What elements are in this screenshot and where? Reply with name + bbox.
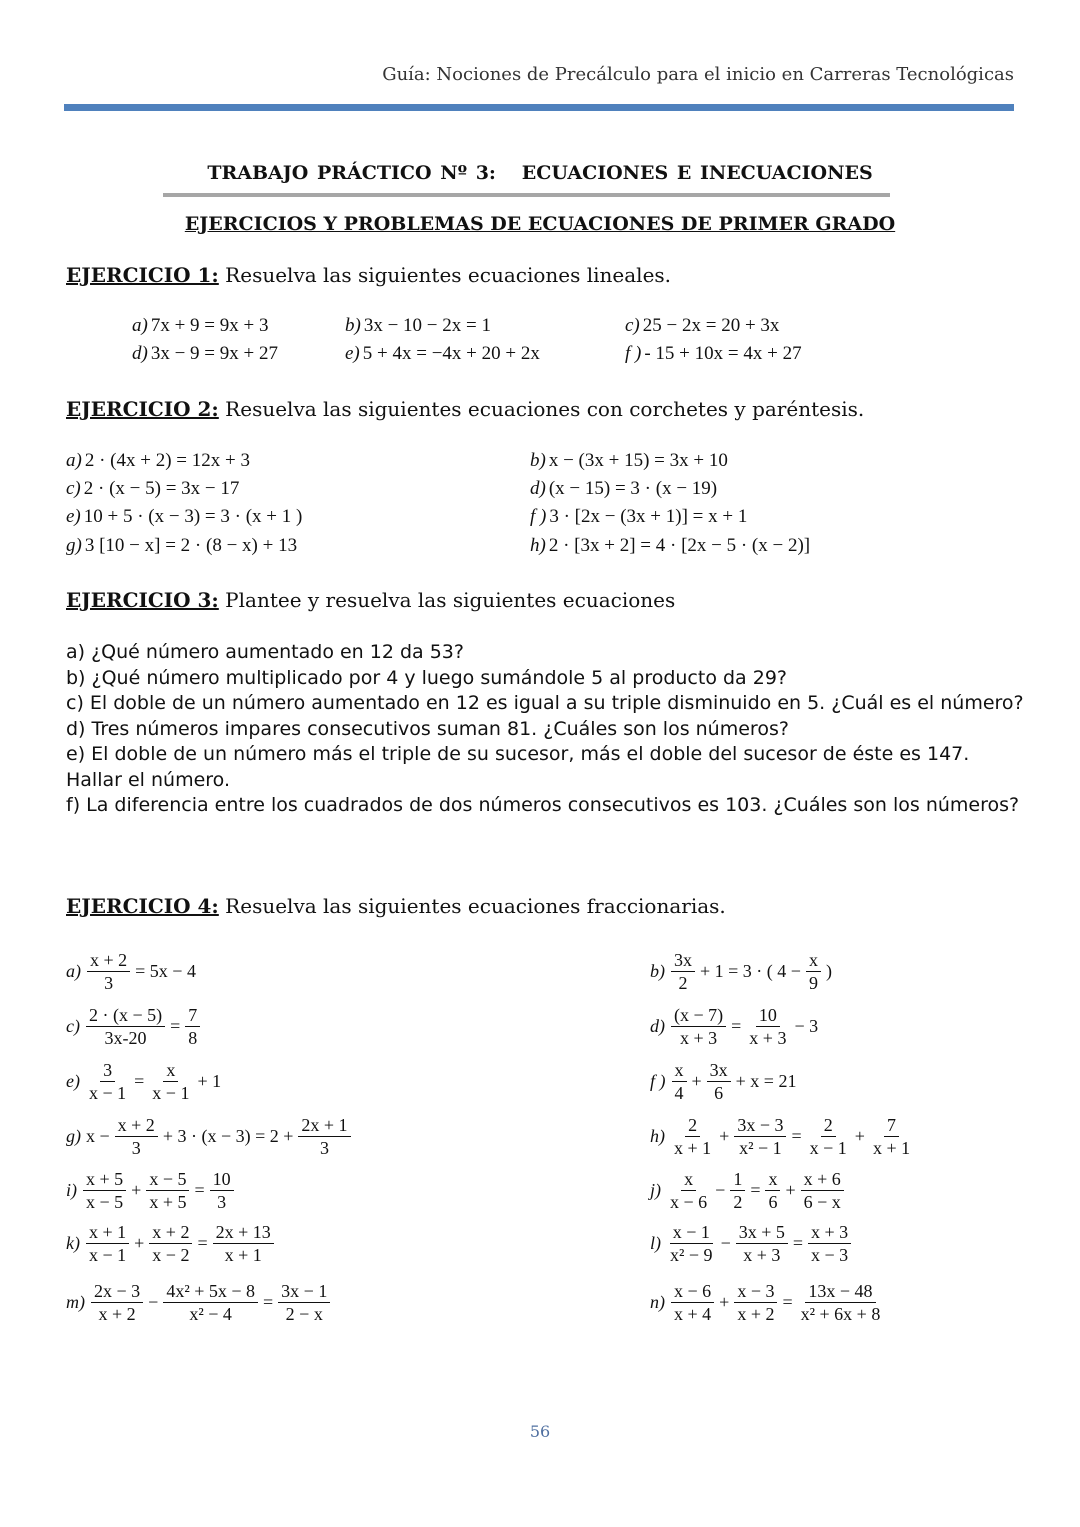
- fraction-equation: [650, 1280, 886, 1325]
- fraction: [185, 1004, 200, 1049]
- denominator: 6 − x: [803, 1192, 841, 1212]
- equation: [530, 478, 717, 500]
- equation-term: −: [715, 1180, 726, 1200]
- equation-text: 5 + 4x = −4x + 20 + 2x: [362, 343, 540, 364]
- numerator: x − 1: [670, 1221, 713, 1244]
- numerator: 13x − 48: [805, 1280, 875, 1303]
- numerator: (x − 7): [671, 1004, 726, 1027]
- denominator: x − 1: [88, 1083, 127, 1103]
- fraction-equation: [650, 1221, 854, 1266]
- denominator: x² + 6x + 8: [800, 1304, 881, 1324]
- numerator: 3x: [671, 949, 695, 972]
- exercise-1-heading: [66, 263, 671, 287]
- exercise-instruction: Resuelva las siguientes ecuaciones fraccionarias.: [218, 894, 726, 918]
- section-subtitle: EJERCICIOS Y PROBLEMAS DE ECUACIONES DE PRIMER GRADO: [184, 213, 896, 235]
- equation-term: =: [263, 1292, 274, 1312]
- fraction: [870, 1114, 913, 1159]
- equation-term: +: [131, 1180, 142, 1200]
- header-divider: [64, 104, 1014, 111]
- denominator: x − 1: [152, 1083, 190, 1103]
- denominator: x + 2: [98, 1304, 136, 1324]
- denominator: x² − 9: [670, 1245, 713, 1265]
- denominator: 6: [714, 1083, 724, 1103]
- equation: [530, 450, 728, 472]
- fraction-equation: [650, 1004, 820, 1049]
- denominator: 3: [104, 973, 114, 993]
- fraction: [734, 1280, 777, 1325]
- equation-term: =: [170, 1016, 181, 1036]
- fraction: [746, 1004, 789, 1049]
- denominator: x² − 1: [739, 1138, 782, 1158]
- equation-label: f ): [530, 506, 547, 527]
- numerator: 2x − 3: [91, 1280, 143, 1303]
- fraction: [671, 1114, 714, 1159]
- numerator: x: [806, 949, 821, 972]
- fraction: [730, 1168, 745, 1213]
- exercise-label: EJERCICIO 2:: [66, 397, 219, 421]
- problem-item: b) ¿Qué número multiplicado por 4 y luego sumándole 5 al producto da 29?: [66, 666, 787, 689]
- equation-text: 2 · [3x + 2] = 4 · [2x − 5 · (x − 2)]: [548, 535, 811, 556]
- numerator: 2 · (x − 5): [86, 1004, 165, 1027]
- numerator: x − 5: [146, 1168, 189, 1191]
- numerator: 1: [730, 1168, 745, 1191]
- equation-label: e): [345, 343, 360, 364]
- numerator: x + 5: [83, 1168, 126, 1191]
- exercise-instruction: Resuelva las siguientes ecuaciones con corchetes y paréntesis.: [218, 397, 865, 421]
- fraction: [807, 1114, 850, 1159]
- equation-term: =: [197, 1233, 208, 1253]
- equation: [132, 315, 268, 337]
- equation-text: 2 · (4x + 2) = 12x + 3: [84, 450, 250, 471]
- fraction-equation: [66, 1004, 203, 1049]
- fraction-equation: [650, 1114, 916, 1159]
- numerator: 10: [210, 1168, 234, 1191]
- fraction: [667, 1168, 710, 1213]
- numerator: x + 6: [801, 1168, 844, 1191]
- problem-item: c) El doble de un número aumentado en 12 es igual a su triple disminuido en 5. ¿Cuál es el número?: [66, 692, 1024, 714]
- equation-label: f ): [625, 343, 642, 364]
- equation-label: a): [132, 315, 148, 336]
- numerator: x: [163, 1059, 178, 1082]
- problem-item: a) ¿Qué número aumentado en 12 da 53?: [66, 641, 464, 663]
- fraction-equation: [66, 1114, 354, 1159]
- equation-label: g): [66, 535, 82, 556]
- equation-term: =: [194, 1180, 205, 1200]
- fraction-equation: [650, 949, 834, 994]
- numerator: x + 1: [86, 1221, 129, 1244]
- equation-label: c): [625, 315, 640, 336]
- equation-term: + 1: [197, 1071, 222, 1091]
- denominator: x − 1: [88, 1245, 127, 1265]
- fraction: [86, 1059, 129, 1104]
- fraction: [808, 1221, 851, 1266]
- fraction: [298, 1114, 350, 1159]
- equation: [66, 478, 239, 500]
- fraction: [149, 1221, 192, 1266]
- equation: [530, 535, 810, 557]
- numerator: x: [765, 1168, 780, 1191]
- denominator: 9: [808, 973, 818, 993]
- equation-text: 25 − 2x = 20 + 3x: [642, 315, 780, 336]
- equation-text: (x − 15) = 3 · (x − 19): [548, 478, 718, 499]
- equation-text: 10 + 5 · (x − 3) = 3 · (x + 1 ): [83, 506, 303, 527]
- fraction: [115, 1114, 158, 1159]
- denominator: x + 4: [674, 1304, 712, 1324]
- fraction-equation: [66, 1059, 223, 1104]
- numerator: 10: [756, 1004, 780, 1027]
- numerator: 3x + 5: [736, 1221, 788, 1244]
- denominator: 2 − x: [285, 1304, 323, 1324]
- equation-term: − 3: [794, 1016, 819, 1036]
- numerator: x + 2: [115, 1114, 158, 1137]
- denominator: x − 6: [670, 1192, 708, 1212]
- equation-term: + 3 · (x − 3) = 2 +: [162, 1126, 294, 1146]
- denominator: x − 1: [809, 1138, 847, 1158]
- title-underline: [163, 193, 890, 197]
- denominator: x + 3: [679, 1028, 718, 1048]
- exercise-3-problems: [66, 640, 1026, 819]
- fraction: [765, 1168, 780, 1213]
- denominator: x² − 4: [189, 1304, 232, 1324]
- fraction: [86, 1004, 165, 1049]
- equation: [66, 506, 302, 528]
- numerator: x: [672, 1059, 687, 1082]
- denominator: 3: [131, 1138, 141, 1158]
- equation-label: d): [530, 478, 546, 499]
- equation: [66, 535, 297, 557]
- equation-label: h): [650, 1126, 665, 1146]
- fraction-equation: [650, 1168, 847, 1213]
- equation-label: a): [66, 450, 82, 471]
- equation-label: d): [132, 343, 148, 364]
- fraction: [146, 1168, 189, 1213]
- equation-term: =: [792, 1233, 804, 1253]
- equation-text: 3 [10 − x] = 2 · (8 − x) + 13: [84, 535, 298, 556]
- equation-term: + 1 = 3 · ( 4 −: [700, 961, 801, 981]
- fraction-equation: [650, 1059, 798, 1104]
- equation-label: a): [66, 961, 81, 981]
- exercise-4-heading: [66, 894, 726, 918]
- exercise-label: EJERCICIO 3:: [66, 588, 219, 612]
- equation-term: −: [720, 1233, 731, 1253]
- denominator: x + 1: [674, 1138, 712, 1158]
- equation-label: h): [530, 535, 546, 556]
- denominator: 2: [678, 973, 688, 993]
- fraction: [163, 1280, 258, 1325]
- numerator: x − 3: [734, 1280, 777, 1303]
- page-title: TRABAJO PRÁCTICO Nº 3: ECUACIONES E INECUACIONES: [207, 162, 873, 184]
- equation-term: +: [854, 1126, 865, 1146]
- fraction: [671, 949, 695, 994]
- equation-label: b): [650, 961, 665, 981]
- numerator: x + 2: [149, 1221, 192, 1244]
- problem-item: d) Tres números impares consecutivos suman 81. ¿Cuáles son los números?: [66, 717, 789, 740]
- denominator: 3: [319, 1138, 329, 1158]
- fraction: [149, 1059, 192, 1104]
- exercise-3-heading: [66, 588, 675, 612]
- numerator: 2: [685, 1114, 700, 1137]
- equation-term: +: [719, 1126, 730, 1146]
- denominator: 4: [674, 1083, 684, 1103]
- equation-label: j): [650, 1180, 661, 1200]
- denominator: x − 5: [86, 1192, 124, 1212]
- equation-text: 3x − 10 − 2x = 1: [363, 315, 491, 336]
- denominator: 3x-20: [104, 1028, 147, 1048]
- denominator: x − 3: [811, 1245, 849, 1265]
- fraction: [734, 1114, 786, 1159]
- fraction: [672, 1059, 687, 1104]
- numerator: 7: [884, 1114, 899, 1137]
- equation-label: d): [650, 1016, 665, 1036]
- numerator: 2x + 1: [298, 1114, 350, 1137]
- numerator: 3x − 3: [734, 1114, 786, 1137]
- denominator: x + 1: [872, 1138, 911, 1158]
- numerator: 7: [185, 1004, 200, 1027]
- exercise-2-heading: [66, 397, 864, 421]
- equation-text: 3x − 9 = 9x + 27: [150, 343, 278, 364]
- fraction-equation: [66, 1168, 237, 1213]
- equation-label: n): [650, 1292, 665, 1312]
- numerator: x + 2: [87, 949, 130, 972]
- fraction: [671, 1280, 714, 1325]
- numerator: x + 3: [808, 1221, 851, 1244]
- denominator: 8: [188, 1028, 198, 1048]
- equation-term: +: [134, 1233, 145, 1253]
- fraction-equation: [66, 1280, 333, 1325]
- exercise-label: EJERCICIO 1:: [66, 263, 219, 287]
- numerator: 2x + 13: [213, 1221, 274, 1244]
- equation-term: +: [785, 1180, 796, 1200]
- equation-text: - 15 + 10x = 4x + 27: [644, 343, 802, 364]
- equation-label: e): [66, 506, 81, 527]
- denominator: x + 3: [749, 1028, 787, 1048]
- equation-term: =: [750, 1180, 761, 1200]
- equation-text: 7x + 9 = 9x + 3: [150, 315, 269, 336]
- equation-label: k): [66, 1233, 80, 1253]
- equation-label: c): [66, 1016, 80, 1036]
- equation-label: c): [66, 478, 81, 499]
- fraction: [736, 1221, 788, 1266]
- fraction: [83, 1168, 126, 1213]
- equation-text: x − (3x + 15) = 3x + 10: [548, 450, 728, 471]
- problem-item: e) El doble de un número más el triple de su sucesor, más el doble del sucesor de éste es 147. Hallar el número.: [66, 743, 970, 791]
- denominator: 6: [768, 1192, 778, 1212]
- denominator: x + 1: [224, 1245, 262, 1265]
- running-header: Guía: Nociones de Precálculo para el inicio en Carreras Tecnológicas: [382, 64, 1014, 85]
- equation: [345, 315, 491, 337]
- exercise-instruction: Resuelva las siguientes ecuaciones lineales.: [218, 263, 672, 287]
- fraction-equation: [66, 949, 198, 994]
- equation-label: i): [66, 1180, 77, 1200]
- denominator: 2: [733, 1192, 743, 1212]
- equation-term: =: [782, 1292, 793, 1312]
- page-number: 56: [529, 1422, 551, 1441]
- fraction: [798, 1280, 884, 1325]
- equation-term: + x = 21: [735, 1071, 797, 1091]
- fraction-equation: [66, 1221, 277, 1266]
- fraction: [707, 1059, 731, 1104]
- problem-item: f) La diferencia entre los cuadrados de dos números consecutivos es 103. ¿Cuáles son los números?: [66, 794, 1020, 816]
- denominator: x + 5: [149, 1192, 187, 1212]
- denominator: x + 2: [737, 1304, 775, 1324]
- numerator: 3x − 1: [278, 1280, 330, 1303]
- fraction: [278, 1280, 330, 1325]
- equation-term: −: [148, 1292, 159, 1312]
- numerator: 4x² + 5x − 8: [163, 1280, 258, 1303]
- fraction: [86, 1221, 129, 1266]
- fraction: [806, 949, 821, 994]
- exercise-instruction: Plantee y resuelva las siguientes ecuaciones: [218, 588, 676, 612]
- equation-label: l): [650, 1233, 661, 1253]
- equation: [345, 343, 540, 365]
- equation-text: 2 · (x − 5) = 3x − 17: [83, 478, 240, 499]
- fraction: [667, 1221, 716, 1266]
- equation-label: b): [345, 315, 361, 336]
- equation: [66, 450, 250, 472]
- equation-label: b): [530, 450, 546, 471]
- denominator: x − 2: [152, 1245, 190, 1265]
- fraction: [210, 1168, 234, 1213]
- equation-label: g): [66, 1126, 81, 1146]
- equation-term: +: [719, 1292, 730, 1312]
- equation-term: +: [691, 1071, 702, 1091]
- equation: [132, 343, 278, 365]
- numerator: 2: [821, 1114, 836, 1137]
- equation-text: 3 · [2x − (3x + 1)] = x + 1: [549, 506, 748, 527]
- fraction: [213, 1221, 274, 1266]
- equation: [530, 506, 747, 528]
- equation: [625, 315, 779, 337]
- numerator: 3: [100, 1059, 115, 1082]
- fraction: [671, 1004, 726, 1049]
- denominator: x + 3: [743, 1245, 781, 1265]
- equation-label: e): [66, 1071, 80, 1091]
- equation-term: ): [825, 961, 832, 981]
- equation-term: x −: [86, 1126, 110, 1146]
- equation-label: m): [66, 1292, 85, 1312]
- equation-term: =: [134, 1071, 145, 1091]
- equation-label: f ): [650, 1071, 666, 1091]
- numerator: 3x: [707, 1059, 731, 1082]
- equation-term: =: [791, 1126, 802, 1146]
- equation-term: =: [731, 1016, 742, 1036]
- numerator: x: [681, 1168, 696, 1191]
- fraction: [801, 1168, 844, 1213]
- equation: [625, 343, 802, 365]
- fraction: [91, 1280, 143, 1325]
- fraction: [87, 949, 130, 994]
- equation-term: = 5x − 4: [135, 961, 196, 981]
- denominator: 3: [217, 1192, 227, 1212]
- numerator: x − 6: [671, 1280, 714, 1303]
- exercise-label: EJERCICIO 4:: [66, 894, 219, 918]
